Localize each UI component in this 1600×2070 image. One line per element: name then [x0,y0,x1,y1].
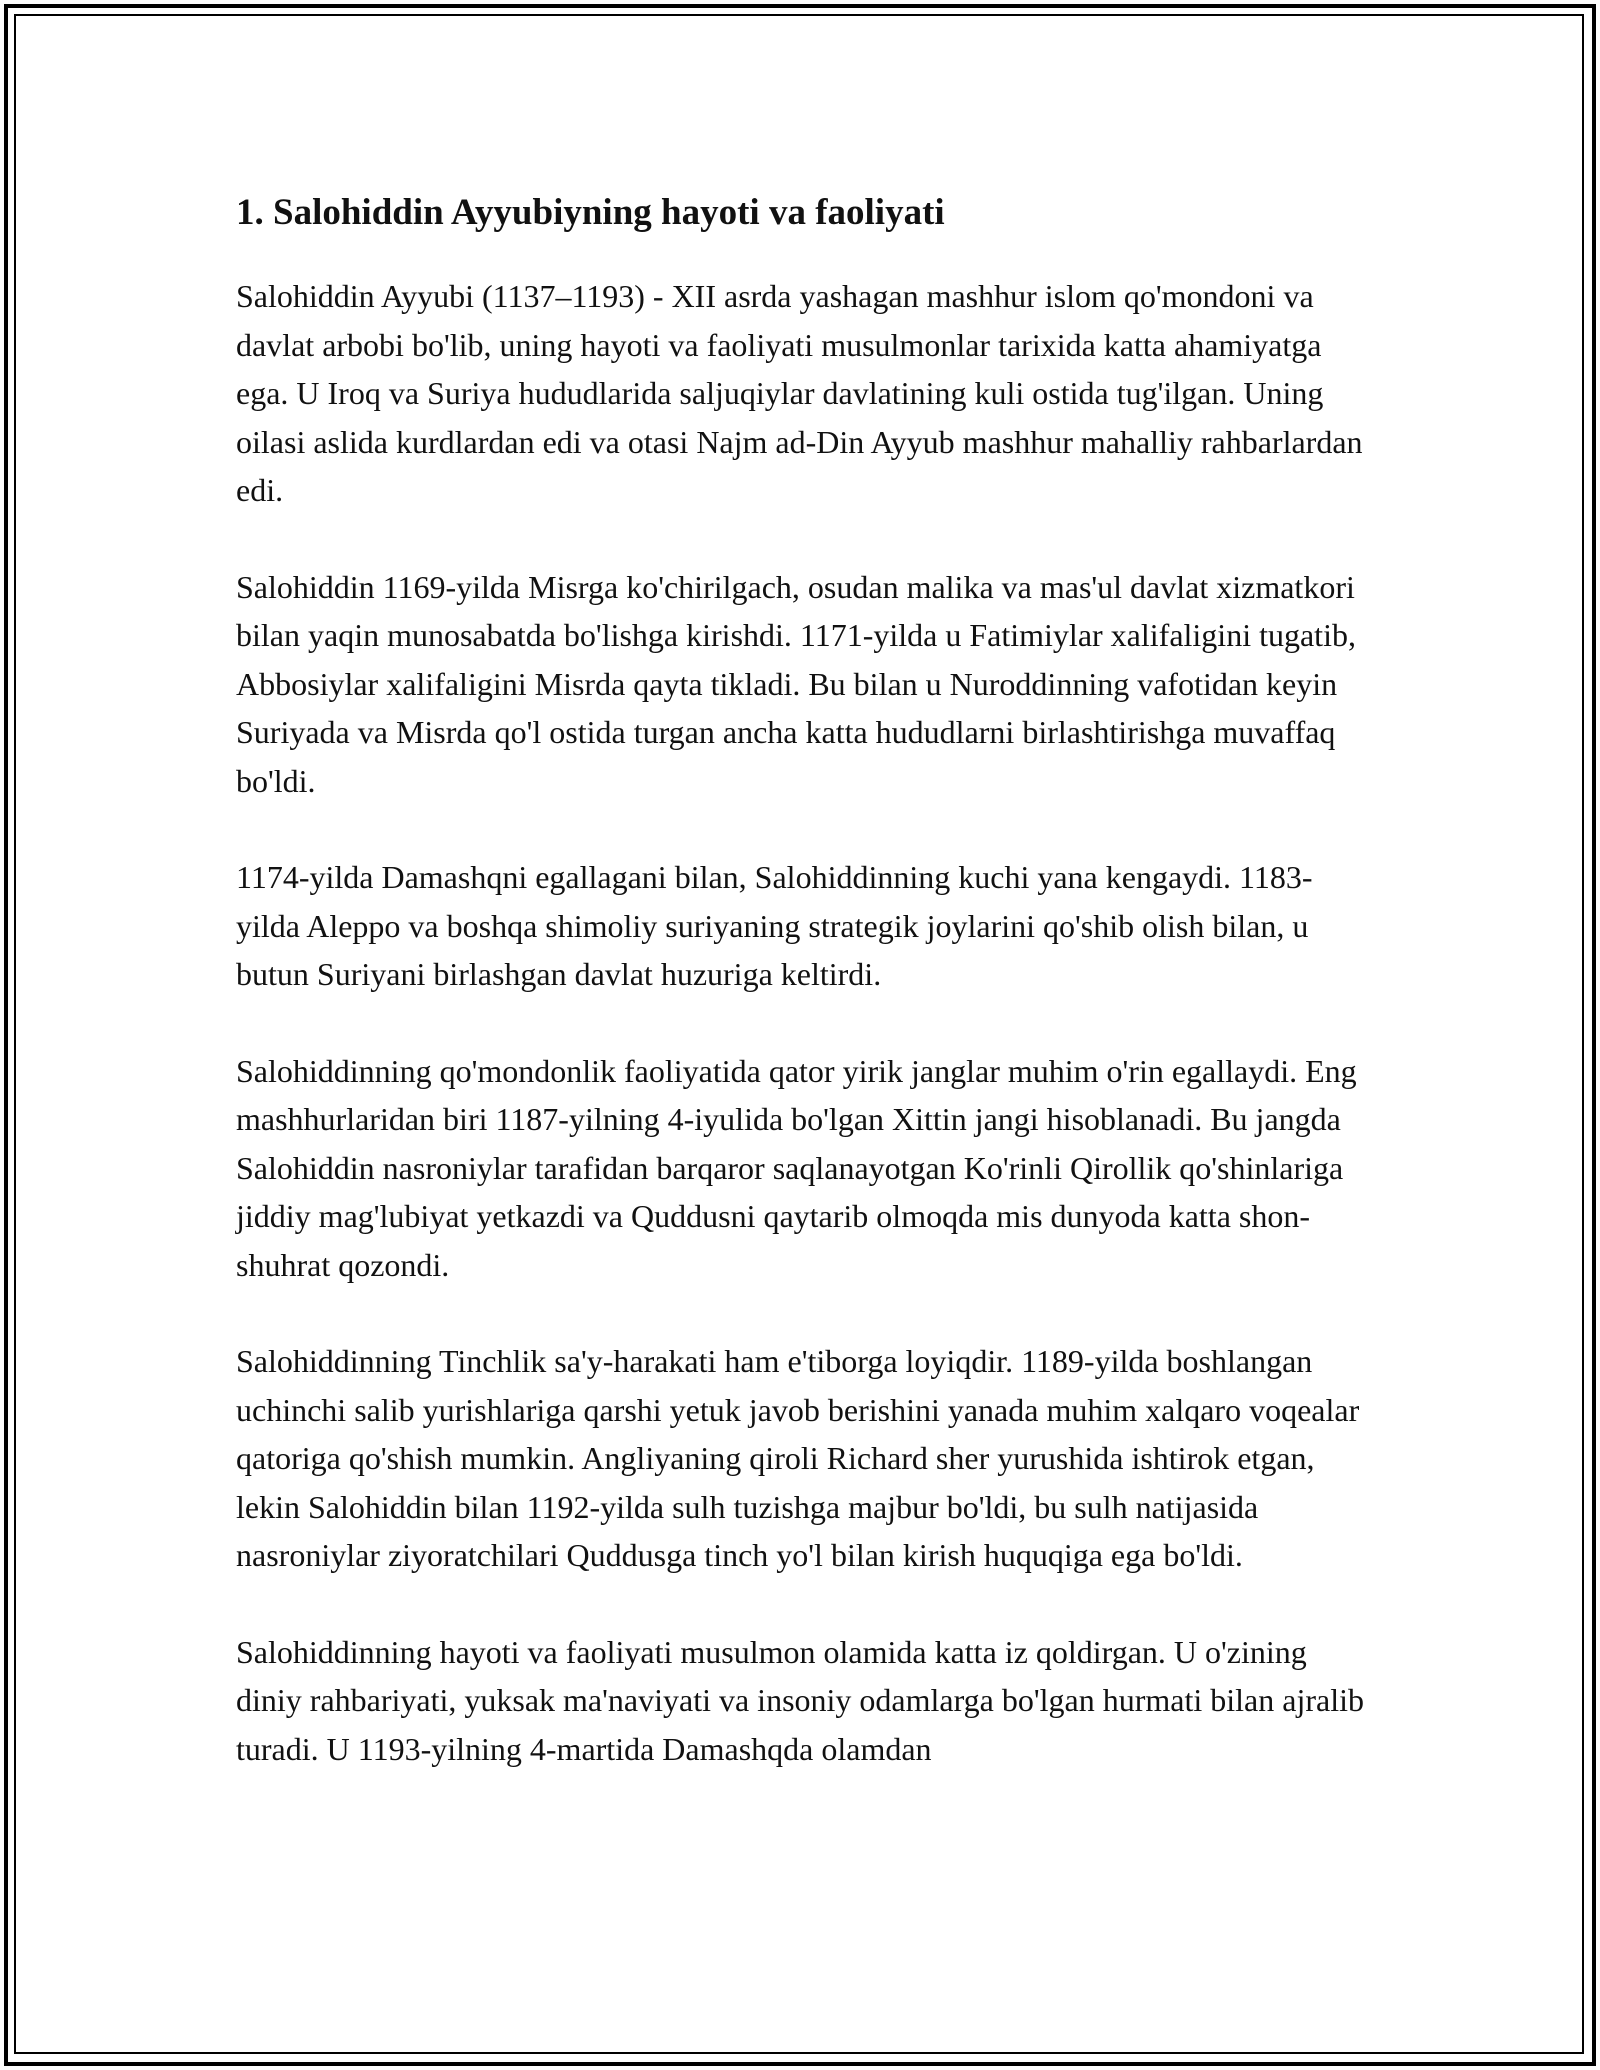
paragraph-6: Salohiddinning hayoti va faoliyati musulmon olamida katta iz qoldirgan. U o'zining diniy rahbariyati, yuksak ma'naviyati va insoniy odamlarga bo'lgan hurmati bilan ajralib turadi. U 1193-yilning 4-martida Damashqda olamdan [236,1633,1364,1767]
paragraph-4: Salohiddinning qo'mondonlik faoliyatida qator yirik janglar muhim o'rin egallaydi. Eng mashhurlaridan biri 1187-yilning 4-iyulida bo'lgan Xittin jangi hisoblanadi. Bu jangda Salohiddin nasroniylar tarafidan barqaror saqlanayotgan Ko'rinli Qirollik qo'shinlariga jiddiy mag'lubiyat yetkazdi va Quddusni qaytarib olmoqda mis dunyoda katta shon-shuhrat qozondi. [236,1052,1357,1283]
paragraph-3: 1174-yilda Damashqni egallagani bilan, Salohiddinning kuchi yana kengaydi. 1183-yilda Aleppo va boshqa shimoliy suriyaning strategik joylarini qo'shib olish bilan, u butun Suriyani birlashgan davlat huzuriga keltirdi. [236,859,1313,992]
paragraph-2: Salohiddin 1169-yilda Misrga ko'chirilgach, osudan malika va mas'ul davlat xizmatkori bilan yaqin munosabatda bo'lishga kirishdi. 1171-yilda u Fatimiylar xalifaligini tugatib, Abbosiylar xalifaligini Misrda qayta tikladi. Bu bilan u Nuroddinning vafotidan keyin Suriyada va Misrda qo'l ostida turgan ancha katta hududlarni birlashtirishga muvaffaq bo'ldi. [236,568,1356,799]
paragraph-1: Salohiddin Ayyubi (1137–1193) - XII asrda yashagan mashhur islom qo'mondoni va davlat arbobi bo'lib, uning hayoti va faoliyati musulmonlar tarixida katta ahamiyatga ega. U Iroq va Suriya hududlarida saljuqiylar davlatining kuli ostida tug'ilgan. Uning oilasi aslida kurdlardan edi va otasi Najm ad-Din Ayyub mashhur mahalliy rahbarlardan edi. [236,278,1363,508]
section-heading: 1. Salohiddin Ayyubiyning hayoti va faoliyati [236,192,945,233]
document-body [236,188,1366,1821]
paragraph-5: Salohiddinning Tinchlik sa'y-harakati ham e'tiborga loyiqdir. 1189-yilda boshlangan uchinchi salib yurishlariga qarshi yetuk javob berishini yanada muhim xalqaro voqealar qatoriga qo'shish mumkin. Angliyaning qiroli Richard sher yurushida ishtirok etgan, lekin Salohiddin bilan 1192-yilda sulh tuzishga majbur bo'ldi, bu sulh natijasida nasroniylar ziyoratchilari Quddusga tinch yo'l bilan kirish huquqiga ega bo'ldi. [236,1343,1360,1573]
